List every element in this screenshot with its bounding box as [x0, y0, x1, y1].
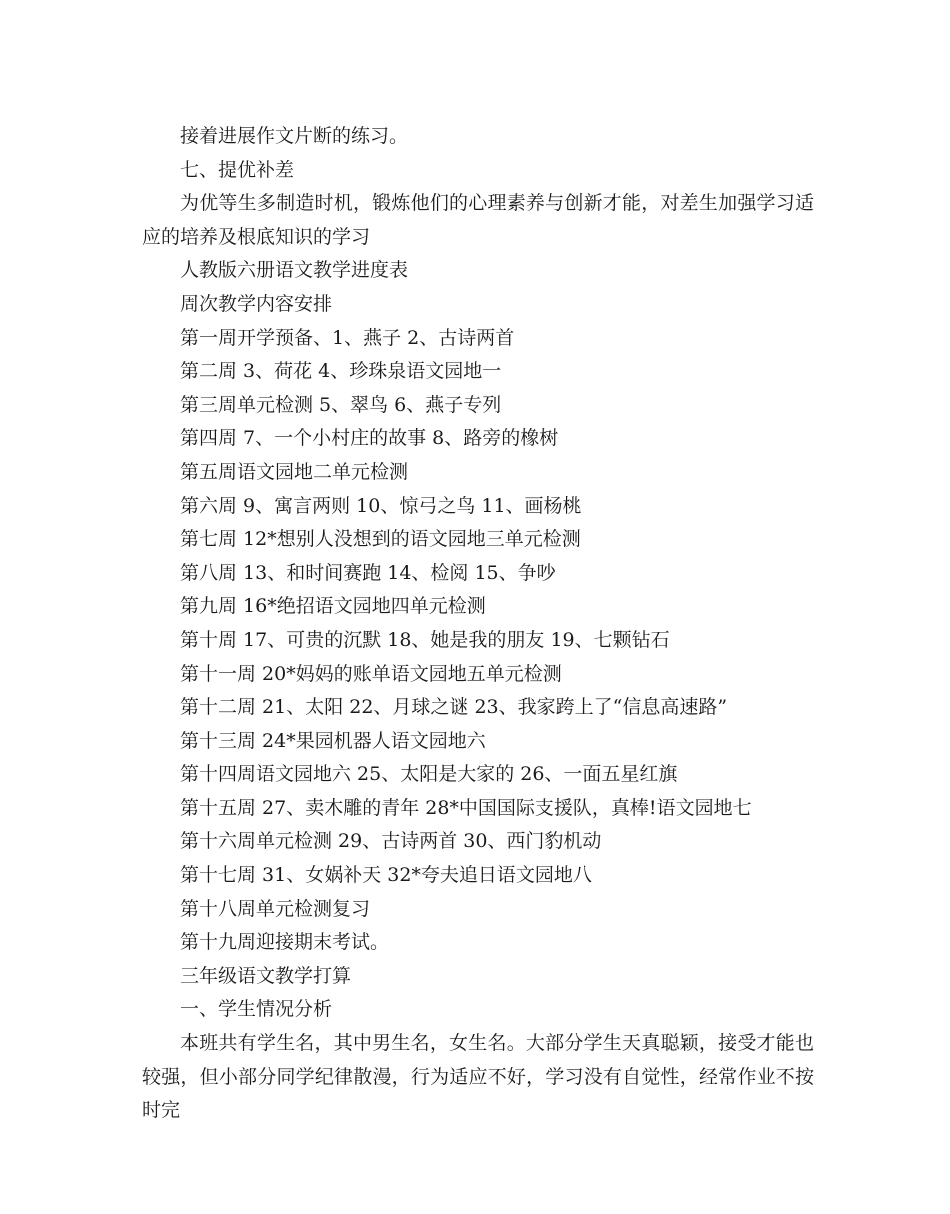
schedule-week-4: 第四周 7、一个小村庄的故事 8、路旁的橡树	[180, 427, 559, 450]
schedule-week-9: 第九周 16*绝招语文园地四单元检测	[180, 595, 486, 618]
paragraph-practice: 接着进展作文片断的练习。	[180, 125, 409, 147]
paragraph-students: 本班共有学生名，其中男生名，女生名。大部分学生天真聪颖，接受才能也较强，但小部分同学纪律散漫，行为适应不好，学习没有自觉性，经常作业不按时完	[142, 1032, 814, 1122]
schedule-week-16: 第十六周单元检测 29、古诗两首 30、西门豹机动	[180, 830, 602, 853]
schedule-week-12: 第十二周 21、太阳 22、月球之谜 23、我家跨上了“信息高速路”	[180, 696, 728, 719]
schedule-week-14: 第十四周语文园地六 25、太阳是大家的 26、一面五星红旗	[180, 763, 678, 786]
schedule-week-15: 第十五周 27、卖木雕的青年 28*中国国际支援队，真棒!语文园地七	[180, 796, 752, 819]
schedule-week-5: 第五周语文园地二单元检测	[180, 460, 409, 483]
schedule-header: 周次教学内容安排	[180, 292, 333, 315]
schedule-week-2: 第二周 3、荷花 4、珍珠泉语文园地一	[180, 360, 502, 383]
plan-title: 三年级语文教学打算	[180, 964, 352, 987]
schedule-week-1: 第一周开学预备、1、燕子 2、古诗两首	[180, 326, 515, 349]
schedule-week-3: 第三周单元检测 5、翠鸟 6、燕子专列	[180, 393, 502, 416]
schedule-title: 人教版六册语文教学进度表	[180, 259, 409, 282]
schedule-week-13: 第十三周 24*果园机器人语文园地六	[180, 729, 486, 752]
schedule-week-17: 第十七周 31、女娲补天 32*夸夫追日语文园地八	[180, 864, 592, 887]
section-heading-improve: 七、提优补差	[180, 158, 295, 181]
schedule-week-8: 第八周 13、和时间赛跑 14、检阅 15、争吵	[180, 561, 556, 584]
schedule-week-18: 第十八周单元检测复习	[180, 897, 371, 920]
schedule-week-7: 第七周 12*想别人没想到的语文园地三单元检测	[180, 528, 581, 551]
schedule-week-10: 第十周 17、可贵的沉默 18、她是我的朋友 19、七颗钻石	[180, 628, 670, 651]
document-body	[142, 120, 814, 1128]
schedule-week-6: 第六周 9、寓言两则 10、惊弓之鸟 11、画杨桃	[180, 494, 582, 517]
section-heading-students: 一、学生情况分析	[180, 998, 333, 1021]
paragraph-improve: 为优等生多制造时机，锻炼他们的心理素养与创新才能，对差生加强学习适应的培养及根底知识的学习	[142, 192, 814, 248]
schedule-week-11: 第十一周 20*妈妈的账单语文园地五单元检测	[180, 662, 562, 685]
schedule-week-19: 第十九周迎接期末考试。	[180, 931, 390, 954]
